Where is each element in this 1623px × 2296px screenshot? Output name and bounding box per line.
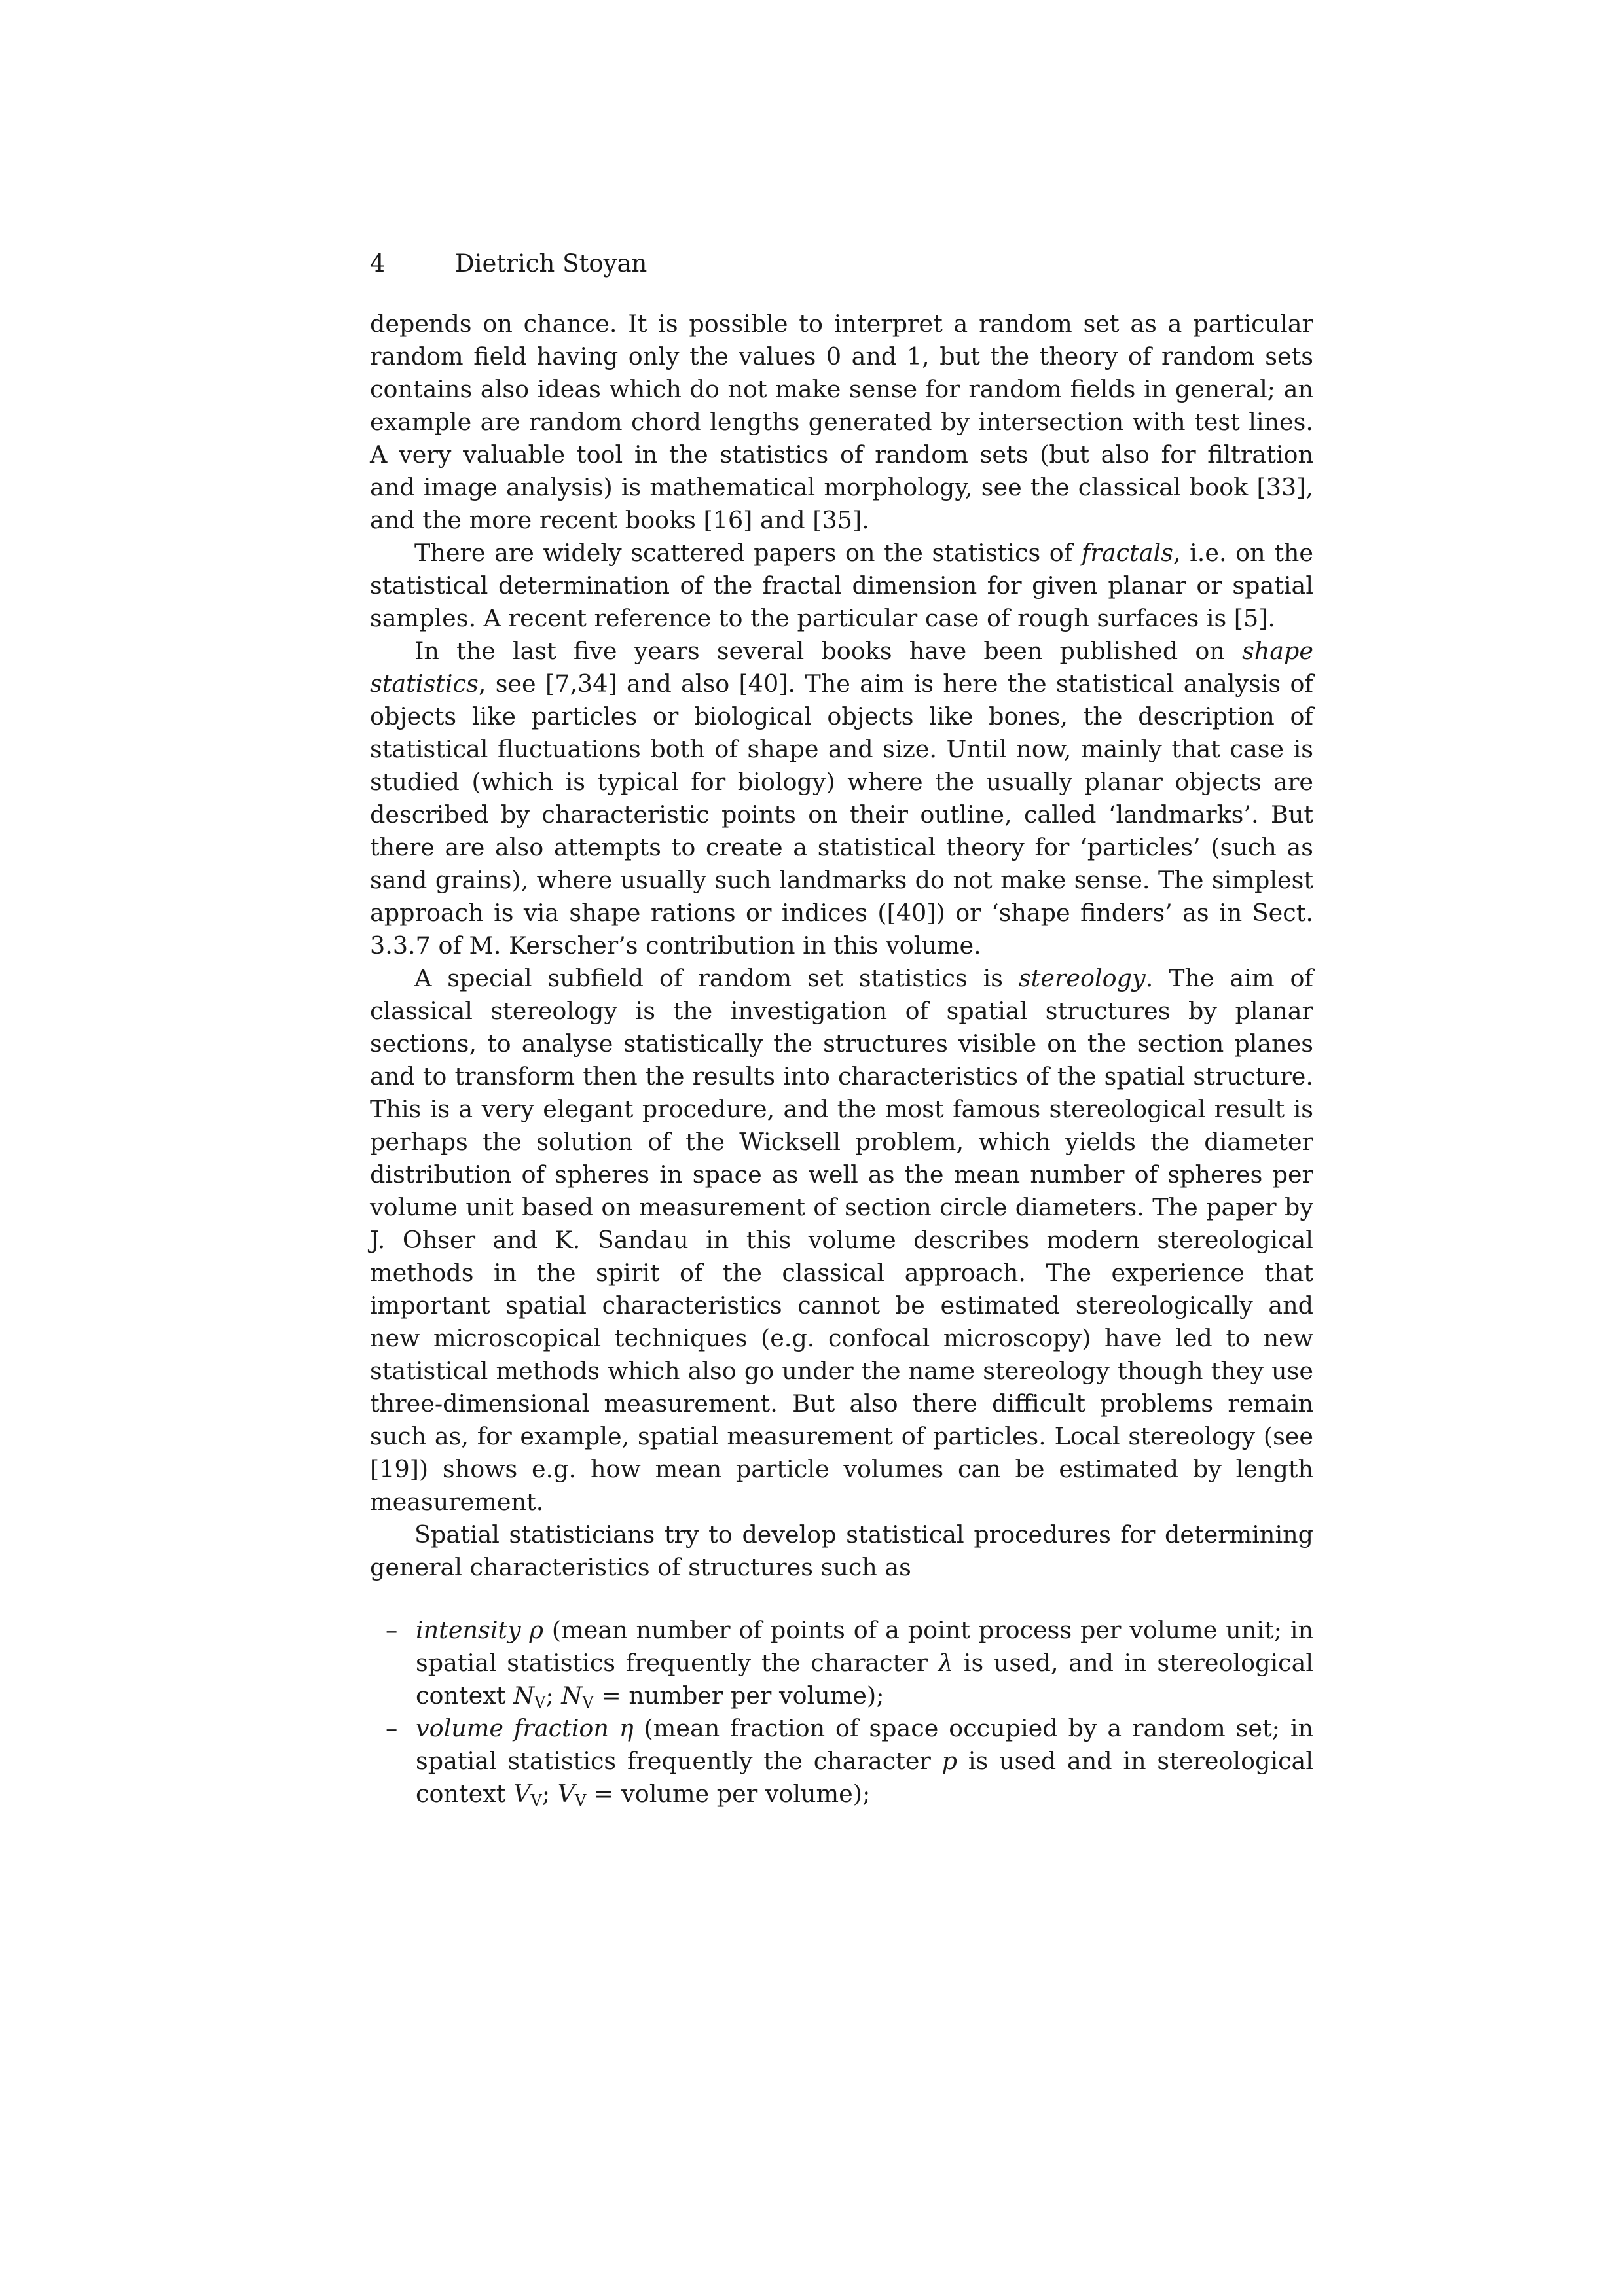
math-separator: ; — [545, 1681, 562, 1710]
paragraph-text: , see [7,34] and also [40]. The aim is here the statistical analysis of objects like particles or biological objects like bones, the description of statistical fluctuations both of shape and size. Until now, mainly that case is studied (which is typical for biology) where the usually planar objects are described by characteristic points on their outline, called ‘landmarks’. But there are also attempts to create a statistical theory for ‘particles’ (such as sand grains), where usually such landmarks do not make sense. The simplest approach is via shape rations or indices ([40]) or ‘shape finders’ as in Sect. 3.3.7 of M. Kerscher’s contribution in this volume. — [370, 670, 1313, 960]
emphasis-term: fractals — [1081, 539, 1173, 567]
emphasis-term: shape statistics — [370, 637, 1313, 698]
paragraph-stereology — [370, 962, 1313, 1518]
math-symbol: N — [561, 1681, 583, 1710]
list-text: (mean fraction of space occupied by a random set; in spatial statistics frequently the character — [416, 1714, 1314, 1775]
paragraph-text: . The aim of classical stereology is the investigation of spatial structures by planar sections, to analyse statistically the structures visible on the section planes and to transform then the results into characteristics of the spatial structure. This is a very elegant procedure, and the most famous stereological result is perhaps the solution of the Wicksell problem, which yields the diameter distribution of spheres in space as well as the mean number of spheres per volume unit based on measurement of section circle diameters. The paper by J. Ohser and K. Sandau in this volume describes modern stereological methods in the spirit of the classical approach. The experience that important spatial characteristics cannot be estimated stereologically and new microscopical techniques (e.g. confocal microscopy) have led to new statistical methods which also go under the name stereology though they use three-dimensional measurement. But also there difficult problems remain such as, for example, spatial measurement of particles. Local stereology (see [19]) shows e.g. how mean particle volumes can be estimated by length measurement. — [370, 964, 1313, 1516]
math-subscript: V — [582, 1693, 594, 1712]
math-symbol: p — [941, 1747, 958, 1775]
math-subscript: V — [534, 1693, 546, 1712]
paragraph-text: In the last five years several books have been published on — [414, 637, 1243, 665]
paragraph-shape-statistics — [370, 635, 1313, 962]
paragraph-fractals — [370, 537, 1313, 635]
math-symbol: N — [513, 1681, 534, 1710]
math-subscript: V — [575, 1791, 587, 1810]
paragraph-spatial-statisticians: Spatial statisticians try to develop statistical procedures for determining general characteristics of structures such as — [370, 1520, 1313, 1581]
list-dash: – — [386, 1616, 398, 1644]
characteristics-list — [370, 1614, 1313, 1810]
math-separator: ; — [541, 1780, 558, 1808]
paragraph-text: A special subfield of random set statistics is — [414, 964, 1019, 992]
list-term: volume fraction η — [416, 1714, 634, 1742]
body-text — [370, 308, 1313, 1810]
list-text: is used, and in stereological context — [416, 1649, 1314, 1710]
list-item-intensity — [370, 1614, 1313, 1712]
list-text: (mean number of points of a point process per volume unit; in spatial statistics frequently the character — [416, 1616, 1313, 1677]
paragraph-text: , i.e. on the statistical determination of the fractal dimension for given planar or spatial samples. A recent reference to the particular case of rough surfaces is [5]. — [370, 539, 1313, 632]
list-text: = volume per volume); — [586, 1780, 871, 1808]
list-text: is used and in stereological context — [416, 1747, 1313, 1808]
running-head — [370, 247, 647, 280]
paragraph-text: There are widely scattered papers on the statistics of — [414, 539, 1082, 567]
list-dash: – — [386, 1714, 398, 1742]
list-text: = number per volume); — [593, 1681, 884, 1710]
list-item-volume-fraction — [370, 1712, 1313, 1810]
math-subscript: V — [530, 1791, 542, 1810]
paragraph-1: depends on chance. It is possible to interpret a random set as a particular random field having only the values 0 and 1, but the theory of random sets contains also ideas which do not make sense for random fields in general; an example are random chord lengths generated by intersection with test lines. A very valuable tool in the statistics of random sets (but also for filtration and image analysis) is mathematical morphology, see the classical book [33], and the more recent books [16] and [35]. — [370, 310, 1313, 534]
running-head-author: Dietrich Stoyan — [455, 249, 647, 278]
math-symbol: V — [557, 1780, 575, 1808]
emphasis-term: stereology — [1018, 964, 1146, 992]
math-symbol: V — [513, 1780, 531, 1808]
math-symbol: λ — [938, 1649, 954, 1677]
list-term: intensity ρ — [416, 1616, 544, 1644]
page-number: 4 — [370, 249, 386, 278]
